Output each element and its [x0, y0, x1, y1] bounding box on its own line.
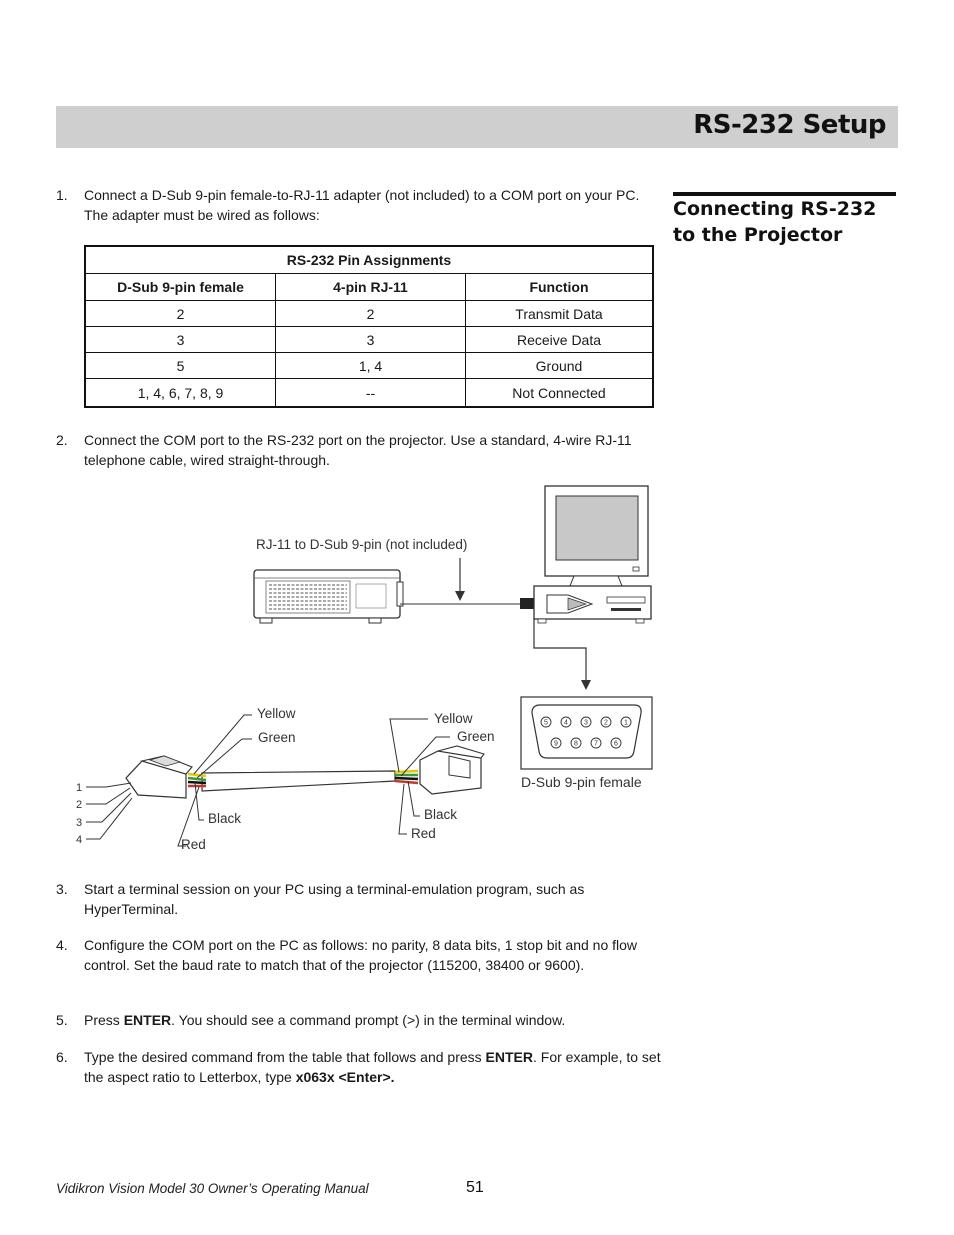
step-text: Connect the COM port to the RS-232 port on the projector. Use a standard, 4-wire RJ-11 telephone cable, wired straight-through.	[84, 432, 632, 468]
arrow-head-icon	[455, 591, 465, 601]
key-name: ENTER	[485, 1049, 533, 1065]
column-header: 4-pin RJ-11	[276, 274, 466, 301]
table-cell: 1, 4, 6, 7, 8, 9	[85, 379, 276, 408]
arrow-head-icon	[581, 680, 591, 690]
section-heading: Connecting RS-232 to the Projector	[673, 198, 877, 246]
table-cell: --	[276, 379, 466, 408]
page-number: 51	[466, 1179, 484, 1196]
table-cell: 3	[276, 327, 466, 353]
pin-number: 2	[76, 799, 83, 811]
step-text	[84, 1011, 664, 1031]
table-cell: 1, 4	[276, 353, 466, 379]
step-1	[56, 186, 666, 226]
table-cell: Transmit Data	[466, 301, 654, 327]
pin-assignment-table	[84, 245, 654, 408]
key-name: ENTER	[123, 1012, 172, 1028]
table-cell: 5	[85, 353, 276, 379]
text-run: Type the desired command from the table that follows and press	[84, 1049, 486, 1065]
computer-illustration	[534, 486, 651, 623]
text-run: . For example, to set the aspect ratio to Letterbox, type	[84, 1049, 661, 1085]
wire-label: Yellow	[257, 706, 296, 721]
dsub-connector-illustration	[521, 697, 652, 769]
callout-line	[534, 618, 586, 684]
dsub-pin-number: 2	[604, 719, 608, 727]
table-cell: Not Connected	[466, 379, 654, 408]
table-header-row	[85, 274, 653, 301]
step-number: 3.	[56, 881, 68, 897]
table-row	[85, 301, 653, 327]
step-4	[56, 936, 666, 996]
page-title: RS-232 Setup	[693, 110, 886, 140]
column-header: Function	[466, 274, 654, 301]
wiring-diagram	[56, 478, 666, 858]
table-cell: Ground	[466, 353, 654, 379]
step-number: 1.	[56, 187, 68, 203]
table-row	[85, 379, 653, 408]
step-text: Connect a D-Sub 9-pin female-to-RJ-11 adapter (not included) to a COM port on your PC. The adapter must be wired as follows:	[84, 187, 640, 223]
command-example: x063x <Enter>.	[295, 1068, 395, 1085]
wire-black	[188, 782, 206, 783]
step-text: Start a terminal session on your PC using a terminal-emulation program, such as HyperTerminal.	[84, 881, 585, 917]
pin-number: 3	[76, 817, 83, 829]
step-number: 6.	[56, 1049, 68, 1065]
dsub-pin-number: 9	[554, 740, 558, 748]
table-row	[85, 327, 653, 353]
dsub-pin-number: 8	[574, 740, 578, 748]
text-run: Press	[84, 1012, 124, 1028]
wire-label: Black	[424, 807, 458, 822]
table-cell: 3	[85, 327, 276, 353]
wire-label: Black	[208, 811, 242, 826]
step-text	[84, 1048, 664, 1087]
step-5	[56, 1011, 666, 1031]
table-cell: 2	[85, 301, 276, 327]
dsub-pin-number: 6	[614, 740, 618, 748]
dsub-pin-number: 4	[564, 719, 568, 727]
wire-black	[395, 778, 418, 779]
step-6	[56, 1048, 666, 1088]
dsub-pin-number: 1	[624, 719, 628, 727]
table-caption: RS-232 Pin Assignments	[85, 246, 653, 274]
table-cell: 2	[276, 301, 466, 327]
wire-red	[395, 781, 418, 783]
dsub-pin-number: 5	[544, 719, 548, 727]
step-2	[56, 431, 666, 471]
table-row	[85, 353, 653, 379]
dsub-label: D-Sub 9-pin female	[521, 774, 642, 790]
title-bar	[56, 106, 898, 148]
footer-manual-title: Vidikron Vision Model 30 Owner’s Operating Manual	[56, 1181, 369, 1196]
pin-number: 1	[76, 782, 83, 794]
step-text: Configure the COM port on the PC as follows: no parity, 8 data bits, 1 stop bit and no flow control. Set the baud rate to match that of the projector (115200, 38400 or 9600).	[84, 937, 638, 973]
table-cell: Receive Data	[466, 327, 654, 353]
wire-label: Yellow	[434, 711, 473, 726]
rj11-cable-illustration	[126, 746, 484, 798]
wire-label: Red	[181, 837, 206, 852]
projector-illustration	[254, 570, 403, 623]
adapter-label: RJ-11 to D-Sub 9-pin (not included)	[256, 537, 468, 552]
step-number: 5.	[56, 1012, 68, 1028]
wire-label: Green	[457, 729, 495, 744]
dsub-pin-number: 3	[584, 719, 588, 727]
text-run: . You should see a command prompt (>) in the terminal window.	[171, 1012, 566, 1028]
step-number: 4.	[56, 937, 68, 953]
dsub-pin-number: 7	[594, 740, 598, 748]
wire-label: Red	[411, 826, 436, 841]
column-header: D-Sub 9-pin female	[85, 274, 276, 301]
table-caption-row	[85, 246, 653, 274]
wire-label: Green	[258, 730, 296, 745]
pin-number: 4	[76, 834, 83, 846]
step-number: 2.	[56, 432, 68, 448]
step-3	[56, 880, 666, 920]
